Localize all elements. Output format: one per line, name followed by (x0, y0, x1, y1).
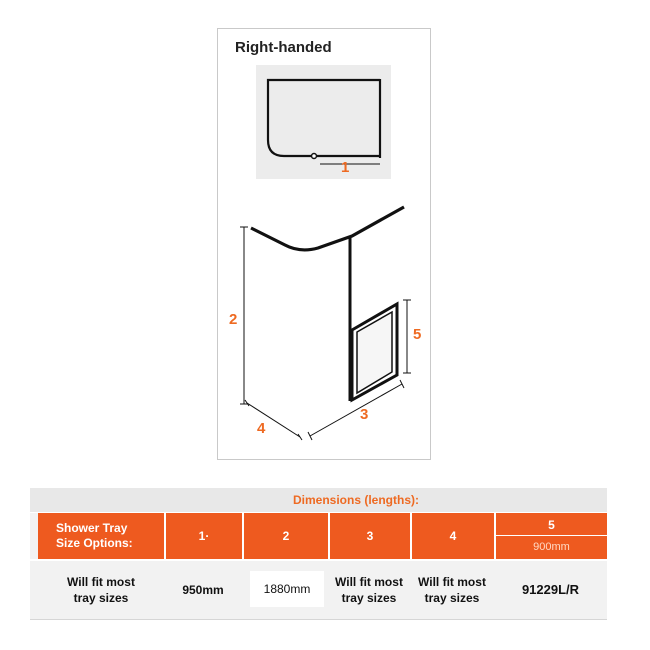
plan-view (268, 79, 380, 159)
label-1: 1 (341, 159, 350, 176)
access-panel (352, 304, 397, 400)
header-tray-size-options (38, 513, 164, 559)
dimensions-heading-band (30, 488, 607, 512)
cell-dimension-2: 1880mm (250, 571, 324, 607)
header-col-5-label: 5 (548, 517, 555, 532)
dimension-4 (245, 400, 302, 440)
cell-tray-size: Will fit most tray sizes (67, 575, 135, 605)
table-header-row (30, 513, 607, 559)
dimension-3 (308, 380, 404, 440)
header-col-1: 1· (164, 513, 242, 559)
header-col-3: 3 (328, 513, 410, 559)
label-3: 3 (360, 406, 369, 423)
cell-dimension-5: 91229L/R (521, 582, 580, 597)
dimension-5 (403, 300, 411, 373)
cell-dimension-3: Will fit most tray sizes (335, 575, 403, 605)
table-bottom-divider (30, 619, 607, 620)
header-col-5 (494, 513, 607, 559)
label-4: 4 (257, 420, 266, 437)
ceiling-rail (251, 207, 404, 250)
header-col-5-size: 900mm (533, 540, 570, 553)
header-tray-size-label: Shower Tray Size Options: (56, 521, 133, 550)
cell-dimension-4: Will fit most tray sizes (418, 575, 486, 605)
diagram-title: Right-handed (235, 39, 332, 56)
dimensions-heading: Dimensions (lengths): (292, 493, 419, 507)
table-row (30, 561, 607, 619)
label-2: 2 (229, 311, 238, 328)
dimension-2 (240, 227, 248, 404)
label-5: 5 (413, 326, 422, 343)
header-col-4: 4 (410, 513, 494, 559)
header-col-2: 2 (242, 513, 328, 559)
cell-dimension-1: 950mm (182, 583, 224, 597)
